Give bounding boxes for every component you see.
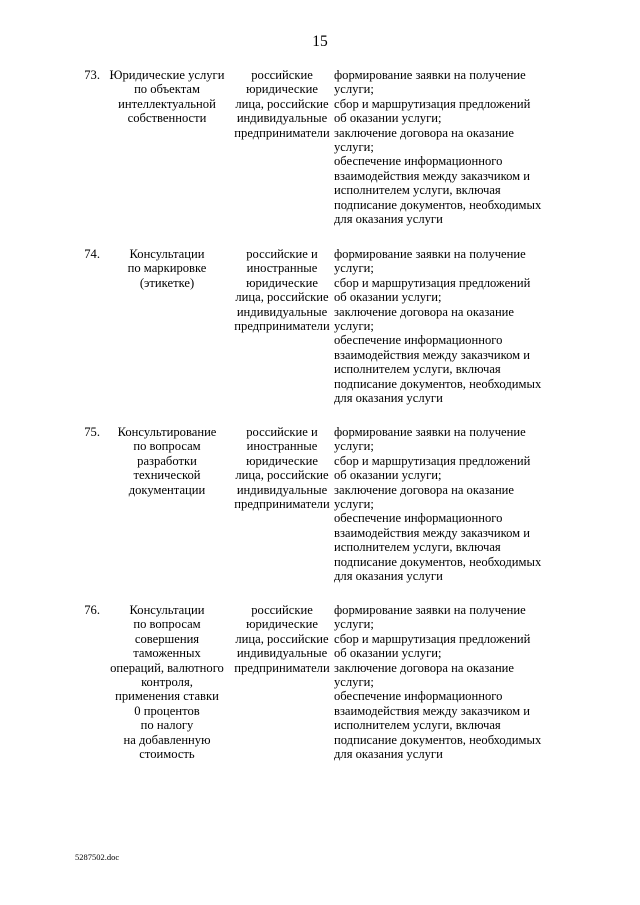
action-line: подписание документов, необходимых [334, 732, 542, 747]
service-line: по вопросам [133, 617, 201, 632]
action-line: сбор и маршрутизация предложений [334, 453, 531, 468]
recipients [232, 68, 332, 140]
action-line: услуги; [334, 439, 374, 454]
action-line: взаимодействия между заказчиком и [334, 347, 530, 362]
service-line: 0 процентов [134, 703, 200, 718]
action-line: для оказания услуги [334, 747, 443, 762]
action-line: взаимодействия между заказчиком и [334, 525, 530, 540]
actions [334, 603, 584, 761]
recipient-line: индивидуальные [236, 482, 328, 497]
action-line: сбор и маршрутизация предложений [334, 96, 531, 111]
recipient-line: предприниматели [234, 497, 330, 512]
action-line: для оказания услуги [334, 212, 443, 227]
service-line: (этикетке) [139, 275, 195, 290]
service-line: технической [133, 468, 201, 483]
recipient-line: иностранные [246, 439, 318, 454]
recipient-line: индивидуальные [236, 304, 328, 319]
row-number: 74. [84, 247, 100, 261]
service-line: совершения [134, 631, 200, 646]
action-line: для оказания услуги [334, 569, 443, 584]
recipients [232, 425, 332, 511]
service-line: таможенных [133, 646, 201, 661]
action-line: подписание документов, необходимых [334, 554, 542, 569]
action-line: формирование заявки на получение [334, 68, 526, 82]
action-line: подписание документов, необходимых [334, 197, 542, 212]
action-line: формирование заявки на получение [334, 603, 526, 617]
row-number: 75. [84, 425, 100, 439]
recipient-line: иностранные [246, 261, 318, 276]
service-line: по вопросам [133, 439, 201, 454]
action-line: обеспечение информационного [334, 689, 503, 704]
service-line: применения ставки [115, 689, 219, 704]
recipient-line: юридические [246, 617, 318, 632]
row-number: 73. [84, 68, 100, 82]
action-line: исполнителем услуги, включая [334, 718, 501, 733]
recipient-line: предприниматели [234, 660, 330, 675]
action-line: услуги; [334, 497, 374, 512]
service-line: стоимость [139, 747, 195, 762]
action-line: обеспечение информационного [334, 154, 503, 169]
service-name [107, 603, 227, 761]
service-line: контроля, [141, 675, 193, 690]
action-line: об оказании услуги; [334, 646, 442, 661]
service-line: на добавленную [123, 732, 211, 747]
actions [334, 425, 584, 583]
actions [334, 68, 584, 226]
action-line: обеспечение информационного [334, 333, 503, 348]
recipient-line: предприниматели [234, 319, 330, 334]
action-line: услуги; [334, 82, 374, 97]
recipients [232, 247, 332, 333]
action-line: заключение договора на оказание [334, 482, 515, 497]
action-line: исполнителем услуги, включая [334, 540, 501, 555]
recipient-line: индивидуальные [236, 111, 328, 126]
recipient-line: юридические [246, 275, 318, 290]
action-line: услуги; [334, 319, 374, 334]
action-line: взаимодействия между заказчиком и [334, 703, 530, 718]
action-line: формирование заявки на получение [334, 425, 526, 439]
recipient-line: российские и [246, 247, 318, 261]
action-line: об оказании услуги; [334, 290, 442, 305]
service-line: интеллектуальной [118, 96, 216, 111]
action-line: формирование заявки на получение [334, 247, 526, 261]
service-line: операций, валютного [110, 660, 224, 675]
action-line: подписание документов, необходимых [334, 376, 542, 391]
recipient-line: юридические [246, 82, 318, 97]
action-line: об оказании услуги; [334, 111, 442, 126]
recipient-line: лица, российские [235, 631, 329, 646]
recipient-line: предприниматели [234, 125, 330, 140]
action-line: заключение договора на оказание [334, 125, 515, 140]
service-line: по маркировке [127, 261, 207, 276]
action-line: услуги; [334, 617, 374, 632]
recipient-line: лица, российские [235, 96, 329, 111]
recipient-line: лица, российские [235, 468, 329, 483]
action-line: сбор и маршрутизация предложений [334, 631, 531, 646]
recipient-line: юридические [246, 453, 318, 468]
service-line: разработки [137, 453, 197, 468]
recipient-line: российские [251, 68, 313, 82]
action-line: об оказании услуги; [334, 468, 442, 483]
action-line: услуги; [334, 261, 374, 276]
actions [334, 247, 584, 405]
action-line: заключение договора на оказание [334, 660, 515, 675]
action-line: услуги; [334, 140, 374, 155]
action-line: исполнителем услуги, включая [334, 183, 501, 198]
service-line: документации [128, 482, 206, 497]
action-line: исполнителем услуги, включая [334, 362, 501, 377]
recipient-line: российские [251, 603, 313, 617]
action-line: сбор и маршрутизация предложений [334, 275, 531, 290]
service-line: Консультирование [117, 425, 217, 439]
action-line: взаимодействия между заказчиком и [334, 168, 530, 183]
service-name [107, 68, 227, 126]
service-line: по налогу [140, 718, 194, 733]
footer-doc-code: 5287502.doc [75, 852, 120, 862]
recipient-line: индивидуальные [236, 646, 328, 661]
service-line: Консультации [129, 247, 205, 261]
recipients [232, 603, 332, 675]
service-line: Юридические услуги [109, 68, 225, 82]
row-number: 76. [84, 603, 100, 617]
service-line: собственности [127, 111, 207, 126]
service-name [107, 425, 227, 497]
action-line: заключение договора на оказание [334, 304, 515, 319]
recipient-line: лица, российские [235, 290, 329, 305]
service-line: по объектам [134, 82, 200, 97]
action-line: обеспечение информационного [334, 511, 503, 526]
service-line: Консультации [129, 603, 205, 617]
recipient-line: российские и [246, 425, 318, 439]
action-line: услуги; [334, 675, 374, 690]
action-line: для оказания услуги [334, 391, 443, 406]
service-name [107, 247, 227, 290]
page-number: 15 [312, 33, 328, 50]
